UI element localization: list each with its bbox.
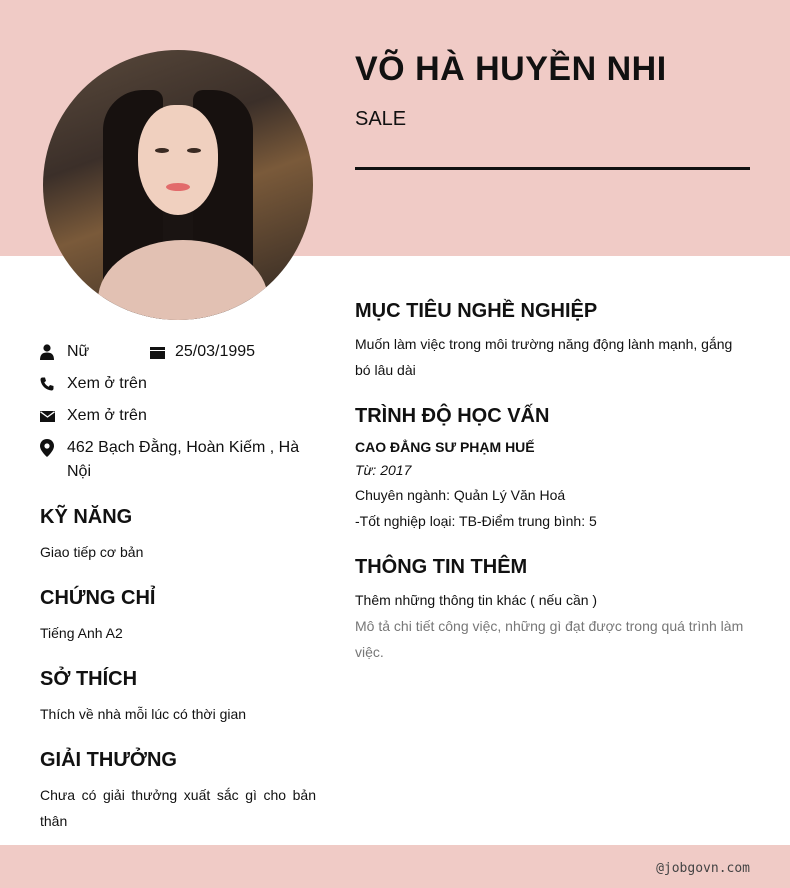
- education-grade: -Tốt nghiệp loại: TB-Điểm trung bình: 5: [355, 513, 597, 529]
- avatar-eye-left: [155, 148, 169, 153]
- hobbies-body: Thích về nhà mỗi lúc có thời gian: [40, 706, 247, 722]
- certificates-body: Tiếng Anh A2: [40, 625, 123, 641]
- avatar-eye-right: [187, 148, 201, 153]
- certificates-heading: CHỨNG CHỈ: [40, 587, 156, 609]
- additional-line-1: Thêm những thông tin khác ( nếu cần ): [355, 592, 598, 608]
- email-value: Xem ở trên: [67, 407, 147, 424]
- avatar: [43, 50, 313, 320]
- avatar-lips: [166, 183, 190, 191]
- footer-watermark: @jobgovn.com: [656, 861, 750, 876]
- avatar-face: [138, 105, 218, 215]
- location-pin-icon: [40, 436, 67, 460]
- awards-heading: GIẢI THƯỞNG: [40, 749, 177, 771]
- mail-icon: [40, 404, 67, 428]
- candidate-name: VÕ HÀ HUYỀN NHI: [355, 50, 667, 88]
- skills-heading: KỸ NĂNG: [40, 506, 133, 528]
- education-heading: TRÌNH ĐỘ HỌC VẤN: [355, 405, 550, 427]
- address-value: 462 Bạch Đằng, Hoàn Kiếm , Hà Nội: [67, 439, 300, 480]
- phone-row: [40, 372, 316, 396]
- birthday-value: 25/03/1995: [175, 343, 256, 360]
- header-divider: [355, 167, 750, 170]
- person-icon: [40, 340, 67, 364]
- gender-row: [40, 340, 150, 364]
- left-column: [40, 340, 316, 834]
- phone-icon: [40, 372, 67, 396]
- gender-birthday-row: [40, 340, 316, 372]
- objective-body: Muốn làm việc trong môi trường năng động lành mạnh, gắng bó lâu dài: [355, 336, 733, 378]
- education-year: Từ: 2017: [355, 462, 412, 478]
- gender-value: Nữ: [67, 343, 90, 360]
- education-school: CAO ĐẲNG SƯ PHẠM HUẾ: [355, 439, 535, 455]
- right-column: [355, 300, 750, 665]
- phone-value: Xem ở trên: [67, 375, 147, 392]
- skills-body: Giao tiếp cơ bản: [40, 544, 144, 560]
- candidate-title: SALE: [355, 108, 407, 130]
- objective-heading: MỤC TIÊU NGHỀ NGHIỆP: [355, 300, 598, 322]
- address-row: [40, 436, 316, 484]
- birthday-row: [150, 340, 255, 364]
- hobbies-heading: SỞ THÍCH: [40, 668, 138, 690]
- education-major: Chuyên ngành: Quản Lý Văn Hoá: [355, 487, 566, 503]
- additional-heading: THÔNG TIN THÊM: [355, 556, 528, 578]
- awards-body: Chưa có giải thưởng xuất sắc gì cho bản thân: [40, 787, 316, 829]
- additional-line-2: Mô tả chi tiết công việc, những gì đạt được trong quá trình làm việc.: [355, 618, 744, 660]
- email-row: [40, 404, 316, 428]
- calendar-icon: [150, 340, 175, 364]
- footer-band: [0, 845, 790, 888]
